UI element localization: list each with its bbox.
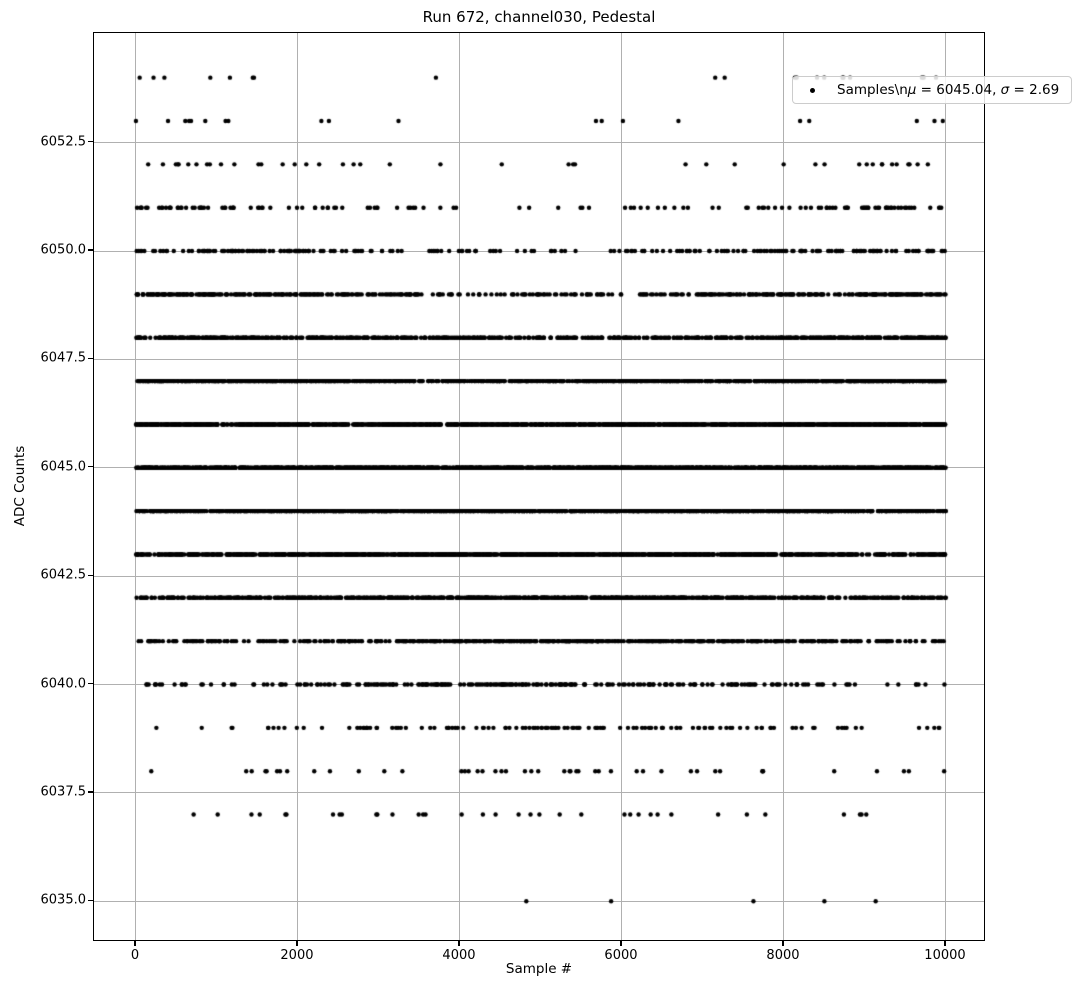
x-tick-label: 10000 xyxy=(924,948,966,963)
x-axis-label: Sample # xyxy=(505,961,573,977)
x-tick-label: 4000 xyxy=(442,948,476,963)
y-tick-mark xyxy=(88,900,93,901)
y-tick-label: 6040.0 xyxy=(40,676,86,691)
y-tick-label: 6047.5 xyxy=(40,350,86,366)
y-tick-label: 6052.5 xyxy=(40,134,86,150)
legend-mu-symbol: μ xyxy=(907,82,917,98)
legend-sigma-value: = 2.69 xyxy=(1009,82,1060,98)
y-tick-mark xyxy=(88,141,93,142)
legend-label xyxy=(837,82,1059,98)
y-tick-label: 6050.0 xyxy=(40,242,86,258)
scatter-points-canvas xyxy=(94,33,986,942)
x-tick-label: 6000 xyxy=(604,948,638,963)
plot-area xyxy=(93,32,1060,941)
legend-dot-icon xyxy=(810,88,815,93)
legend-label-prefix: Samples\n xyxy=(837,82,908,98)
y-tick-label: 6037.5 xyxy=(40,784,86,800)
legend-mu-value: = 6045.04, xyxy=(916,82,1001,98)
y-tick-mark xyxy=(88,249,93,250)
y-tick-label: 6035.0 xyxy=(40,892,86,908)
y-tick-label: 6042.5 xyxy=(40,567,86,583)
y-tick-label: 6045.0 xyxy=(40,459,86,475)
y-tick-mark xyxy=(88,791,93,792)
legend-box xyxy=(792,76,1072,104)
x-tick-label: 8000 xyxy=(766,948,800,963)
y-tick-mark xyxy=(88,683,93,684)
y-axis-label: ADC Counts xyxy=(12,445,28,527)
legend-sigma-symbol: σ xyxy=(1000,82,1010,98)
y-tick-mark xyxy=(88,466,93,467)
chart-title: Run 672, channel030, Pedestal xyxy=(422,8,656,26)
y-tick-mark xyxy=(88,575,93,576)
x-tick-label: 0 xyxy=(130,948,140,963)
x-tick-label: 2000 xyxy=(280,948,314,963)
y-tick-mark xyxy=(88,358,93,359)
